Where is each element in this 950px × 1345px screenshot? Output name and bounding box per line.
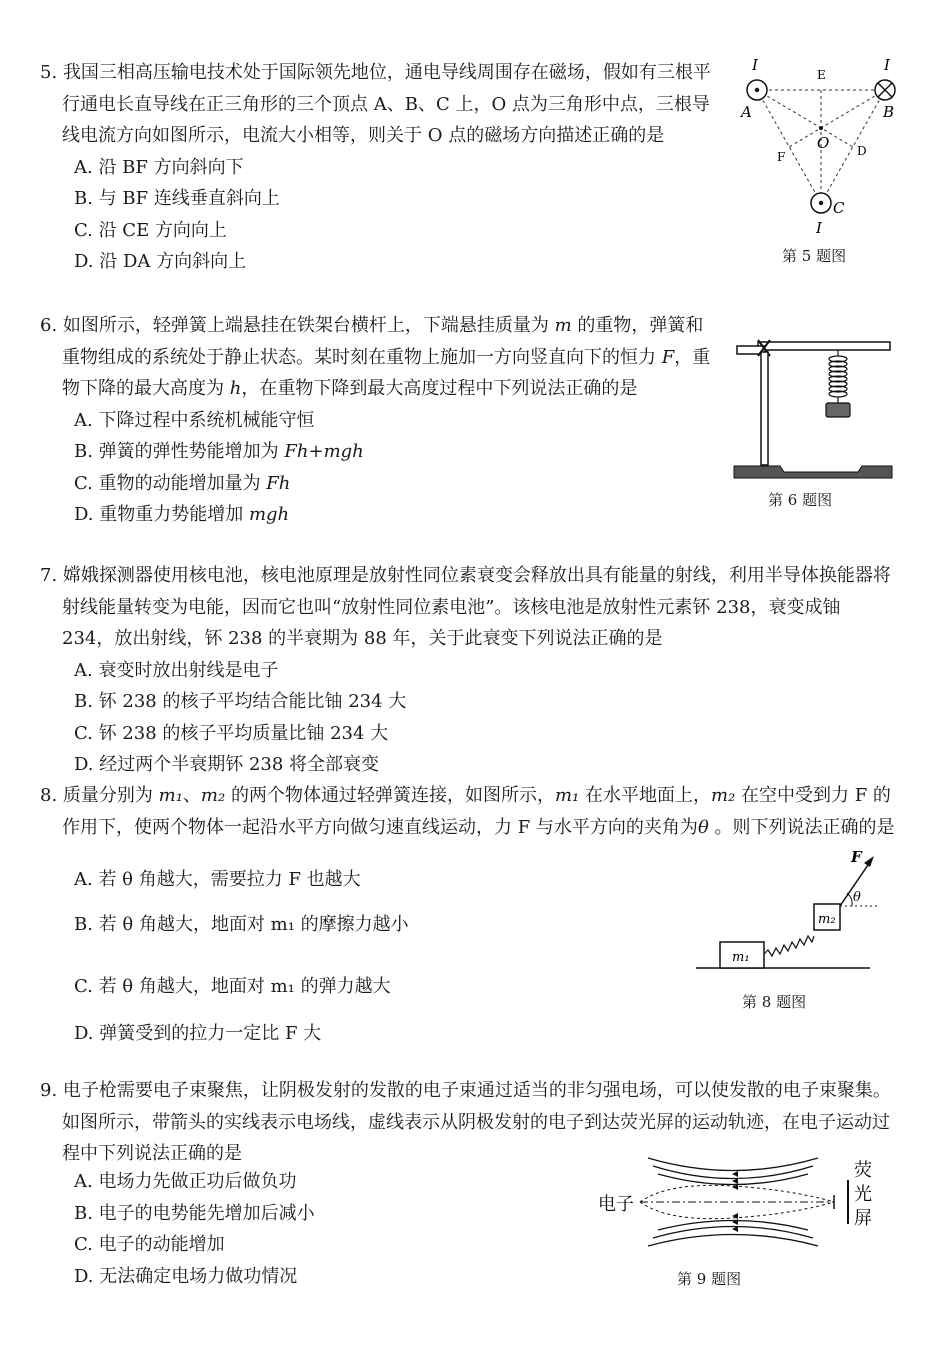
question-6-option-a: A. 下降过程中系统机械能守恒 <box>74 409 315 431</box>
label-screen-char-2: 光 <box>854 1184 872 1205</box>
figure-9-caption: 第 9 题图 <box>677 1270 742 1288</box>
question-8 <box>40 780 895 843</box>
question-8-option-d: D. 弹簧受到的拉力一定比 F 大 <box>74 1023 322 1044</box>
figure-8-caption: 第 8 题图 <box>742 993 807 1011</box>
label-b: B <box>883 103 895 121</box>
question-8-option-b: B. 若 θ 角越大，地面对 m₁ 的摩擦力越小 <box>74 914 409 935</box>
question-7-option-c: C. 钚 238 的核子平均质量比铀 234 大 <box>74 722 389 744</box>
label-m1: m₁ <box>732 950 750 965</box>
question-9-option-c: C. 电子的动能增加 <box>74 1234 225 1255</box>
question-5 <box>40 57 715 278</box>
label-m2: m₂ <box>818 912 836 927</box>
label-current-a: I <box>752 56 758 74</box>
question-6-stem: 6. 如图所示，轻弹簧上端悬挂在铁架台横杆上，下端悬挂质量为 m 的重物，弹簧和重物组成的系统处于静止状态。某时刻在重物上施加一方向竖直向下的恒力 F，重物下降的最大高度为 h，在重物下降到最大高度过程中下列说法正确的是 <box>40 315 711 399</box>
label-force-f: F <box>851 848 862 866</box>
question-9-option-b: B. 电子的电势能先增加后减小 <box>74 1202 315 1224</box>
figure-5-caption: 第 5 题图 <box>782 247 847 265</box>
question-6-option-d: D. 重物重力势能增加 mgh <box>74 504 290 525</box>
question-7 <box>40 560 895 781</box>
label-e: E <box>817 68 826 82</box>
question-7-option-a: A. 衰变时放出射线是电子 <box>74 659 279 681</box>
question-8-stem: 8. 质量分别为 m₁、m₂ 的两个物体通过轻弹簧连接，如图所示，m₁ 在水平地面上，m₂ 在空中受到力 F 的作用下，使两个物体一起沿水平方向做匀速直线运动，力 F 与水平方向的夹角为θ 。则下列说法正确的是 <box>40 785 895 838</box>
question-8-options <box>40 864 640 1050</box>
question-5-option-a: A. 沿 BF 方向斜向下 <box>74 156 244 178</box>
question-9-option-a: A. 电场力先做正功后做负功 <box>74 1171 297 1192</box>
question-7-option-b: B. 钚 238 的核子平均结合能比铀 234 大 <box>74 691 407 712</box>
label-electron: 电子 <box>598 1194 634 1215</box>
label-o: O <box>817 134 830 152</box>
question-5-stem: 5. 我国三相高压输电技术处于国际领先地位，通电导线周围存在磁场，假如有三根平行通电长直导线在正三角形的三个顶点 A、B、C 上，O 点为三角形中点，三根导线电流方向如图所示，电流大小相等，则关于 O 点的磁场方向描述正确的是 <box>40 62 711 146</box>
figure-6-caption: 第 6 题图 <box>768 491 833 509</box>
label-screen-char-1: 荧 <box>854 1160 872 1181</box>
label-c: C <box>833 199 845 217</box>
question-5-option-d: D. 沿 DA 方向斜向上 <box>74 251 247 272</box>
question-9-option-d: D. 无法确定电场力做功情况 <box>74 1265 298 1287</box>
question-6-option-c: C. 重物的动能增加量为 Fh <box>74 472 291 494</box>
label-current-b: I <box>884 56 890 74</box>
figure-5-triangle-diagram <box>735 55 915 245</box>
label-f: F <box>777 150 786 164</box>
question-5-option-c: C. 沿 CE 方向向上 <box>74 219 227 241</box>
question-8-option-a: A. 若 θ 角越大，需要拉力 F 也越大 <box>74 869 361 890</box>
label-screen-char-3: 屏 <box>854 1208 872 1229</box>
question-7-option-d: D. 经过两个半衰期钚 238 将全部衰变 <box>74 754 380 775</box>
question-7-stem: 7. 嫦娥探测器使用核电池，核电池原理是放射性同位素衰变会释放出具有能量的射线，利用半导体换能器将射线能量转变为电能，因而它也叫“放射性同位素电池”。该核电池是放射性元素钚 238，衰变成铀 234，放出射线，钚 238 的半衰期为 88 年，关于此衰变下列说法正确的是 <box>40 565 891 649</box>
question-9-options <box>40 1166 560 1292</box>
label-d: D <box>857 144 867 158</box>
figure-9-electron-gun-diagram <box>598 1150 898 1260</box>
question-6 <box>40 310 715 531</box>
label-a: A <box>741 103 752 121</box>
figure-6-spring-stand-diagram <box>728 328 898 488</box>
question-6-option-b: B. 弹簧的弹性势能增加为 Fh+mgh <box>74 441 364 462</box>
question-8-option-c: C. 若 θ 角越大，地面对 m₁ 的弹力越大 <box>74 976 391 997</box>
label-theta: θ <box>853 890 861 905</box>
figure-8-blocks-diagram <box>692 846 882 976</box>
question-5-option-b: B. 与 BF 连线垂直斜向上 <box>74 188 280 209</box>
label-current-c: I <box>816 219 822 237</box>
question-9-stem: 9. 电子枪需要电子束聚焦，让阴极发射的发散的电子束通过适当的非匀强电场，可以使发散的电子束聚集。如图所示，带箭头的实线表示电场线，虚线表示从阴极发射的电子到达荧光屏的运动轨迹，在电子运动过程中下列说法正确的是 <box>40 1080 891 1164</box>
